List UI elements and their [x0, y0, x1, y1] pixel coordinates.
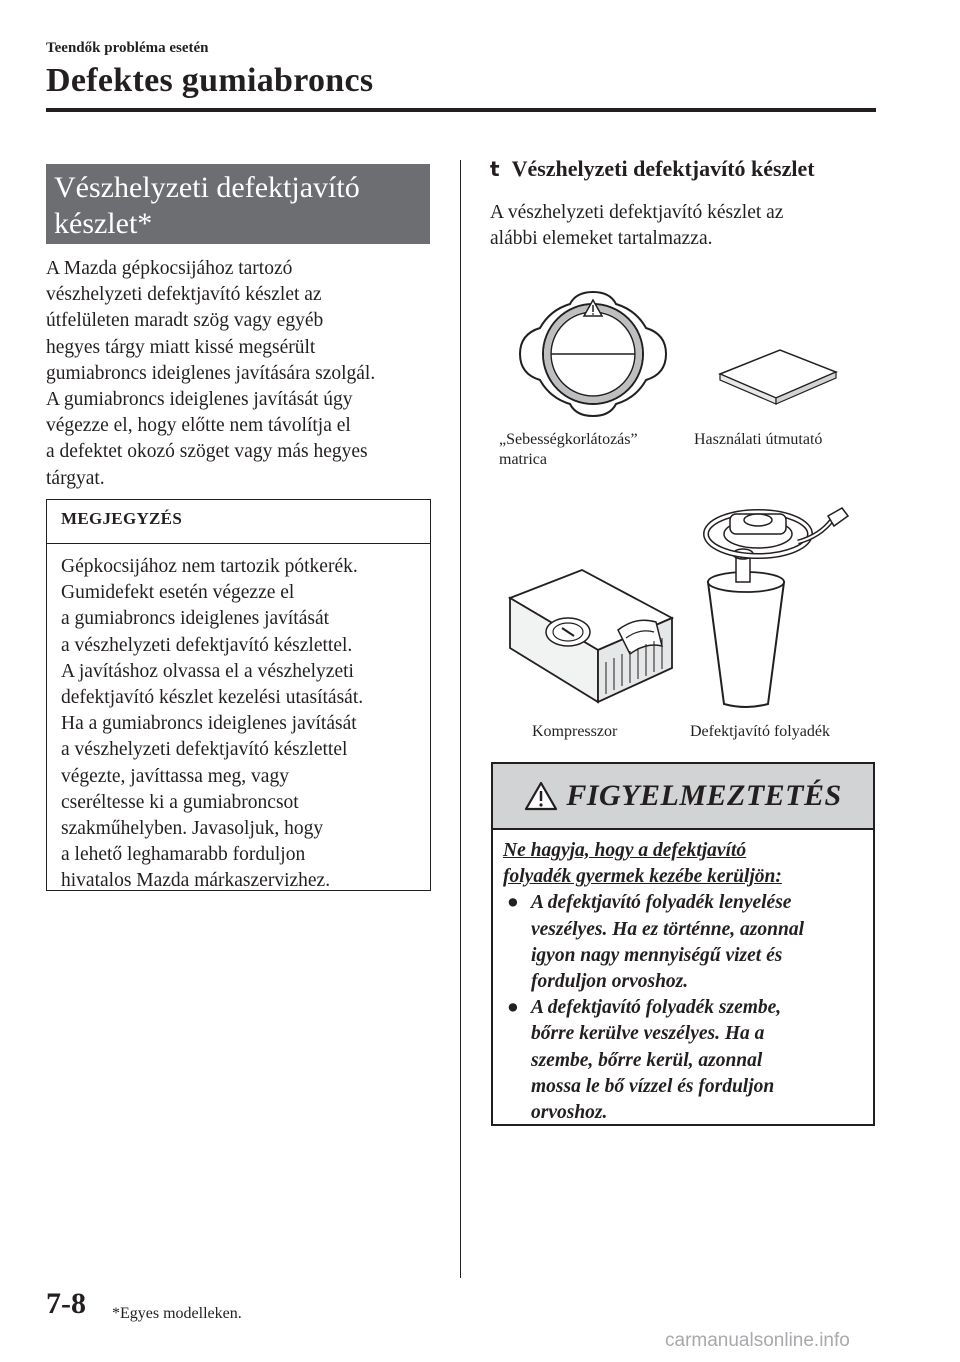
- note-line: defektjavító készlet kezelési utasítását.: [61, 687, 364, 709]
- bullet-dot: ●: [507, 892, 519, 914]
- warning-bullet: [503, 890, 863, 995]
- note-line: Ha a gumiabroncs ideiglenes javítását: [61, 713, 357, 735]
- warning-box: [491, 762, 875, 1126]
- bullet-line: A defektjavító folyadék lenyelése: [531, 892, 792, 914]
- note-line: a vészhelyzeti defektjavító készlettel.: [61, 634, 353, 656]
- section-body: [46, 256, 438, 492]
- sealant-bottle-illustration: [680, 498, 860, 712]
- bullet-line: bőrre kerülve veszélyes. Ha a: [531, 1023, 765, 1045]
- note-line: hivatalos Mazda márkaszervizhez.: [61, 870, 331, 892]
- bullet-line: mossa le bő vízzel és forduljon: [531, 1075, 775, 1097]
- bullet-dot: ●: [507, 997, 519, 1019]
- manual-caption: Használati útmutató: [694, 431, 823, 448]
- intro-line: A vészhelyzeti defektjavító készlet az: [490, 202, 784, 223]
- caption-line: „Sebességkorlátozás”: [499, 431, 638, 448]
- body-line: végezze el, hogy előtte nem távolítja el: [46, 415, 351, 437]
- note-line: végezte, javíttassa meg, vagy: [61, 765, 289, 787]
- note-line: Gépkocsijához nem tartozik pótkerék.: [61, 556, 358, 577]
- warning-body: [493, 830, 873, 1134]
- bullet-line: veszélyes. Ha ez történne, azonnal: [531, 918, 804, 940]
- note-body: [47, 544, 430, 905]
- body-line: gumiabroncs ideiglenes javítására szolgál.: [46, 362, 376, 384]
- compressor-illustration: [506, 566, 678, 708]
- warning-lead-line: Ne hagyja, hogy a defektjavító: [503, 840, 747, 861]
- warning-lead-line: folyadék gyermek kezébe kerüljön:: [503, 866, 782, 888]
- compressor-caption: Kompresszor: [532, 723, 618, 740]
- body-line: útfelületen maradt szög vagy egyéb: [46, 310, 324, 332]
- warning-title: FIGYELMEZTETÉS: [566, 779, 842, 812]
- kit-heading: [490, 156, 815, 182]
- body-line: hegyes tárgy miatt kissé megsérült: [46, 336, 316, 358]
- warning-triangle-icon: [524, 781, 558, 811]
- kit-intro: [490, 200, 870, 252]
- caption-line: matrica: [499, 451, 547, 468]
- column-divider: [460, 160, 461, 1278]
- bullet-line: szembe, bőrre kerül, azonnal: [531, 1049, 763, 1071]
- note-line: a gumiabroncs ideiglenes javítását: [61, 608, 330, 630]
- warning-bullet: [503, 995, 863, 1126]
- note-line: szakműhelyben. Javasoljuk, hogy: [61, 818, 324, 840]
- sealant-caption: Defektjavító folyadék: [690, 723, 830, 740]
- note-line: Gumidefekt esetén végezze el: [61, 582, 295, 604]
- note-line: a lehető leghamarabb forduljon: [61, 844, 306, 866]
- bullet-line: igyon nagy mennyiségű vizet és: [531, 944, 783, 966]
- body-line: A gumiabroncs ideiglenes javítását úgy: [46, 389, 353, 411]
- watermark: carmanualsonline.info: [665, 1330, 850, 1351]
- body-line: vészhelyzeti defektjavító készlet az: [46, 284, 322, 306]
- kit-heading-text: Vészhelyzeti defektjavító készlet: [511, 156, 815, 181]
- intro-line: alábbi elemeket tartalmazza.: [490, 228, 713, 250]
- manual-illustration: [716, 346, 840, 408]
- running-head: Teendők probléma esetén: [46, 40, 209, 56]
- speed-limit-sticker-illustration: [518, 288, 668, 420]
- bullet-line: forduljon orvoshoz.: [531, 971, 689, 993]
- body-line: tárgyat.: [46, 467, 105, 489]
- body-line: a defektet okozó szöget vagy más hegyes: [46, 441, 368, 463]
- title-rule: [46, 108, 876, 112]
- page-title: Defektes gumiabroncs: [46, 62, 374, 99]
- body-line: A Mazda gépkocsijához tartozó: [46, 258, 293, 279]
- page-number: 7-8: [46, 1287, 86, 1320]
- section-heading-box: [46, 164, 430, 244]
- warning-header: [493, 764, 873, 830]
- note-heading: MEGJEGYZÉS: [47, 500, 430, 544]
- note-box: [46, 499, 431, 891]
- section-marker: t: [490, 157, 500, 181]
- sticker-caption: [499, 430, 638, 470]
- section-heading-line-2: készlet*: [54, 207, 153, 240]
- note-line: a vészhelyzeti defektjavító készlettel: [61, 739, 348, 761]
- bullet-line: A defektjavító folyadék szembe,: [531, 997, 782, 1019]
- footnote: *Egyes modelleken.: [112, 1305, 242, 1322]
- note-line: cseréltesse ki a gumiabroncsot: [61, 791, 299, 813]
- section-heading-line-1: Vészhelyzeti defektjavító: [54, 171, 360, 204]
- note-line: A javításhoz olvassa el a vészhelyzeti: [61, 660, 354, 682]
- bullet-line: orvoshoz.: [531, 1102, 608, 1124]
